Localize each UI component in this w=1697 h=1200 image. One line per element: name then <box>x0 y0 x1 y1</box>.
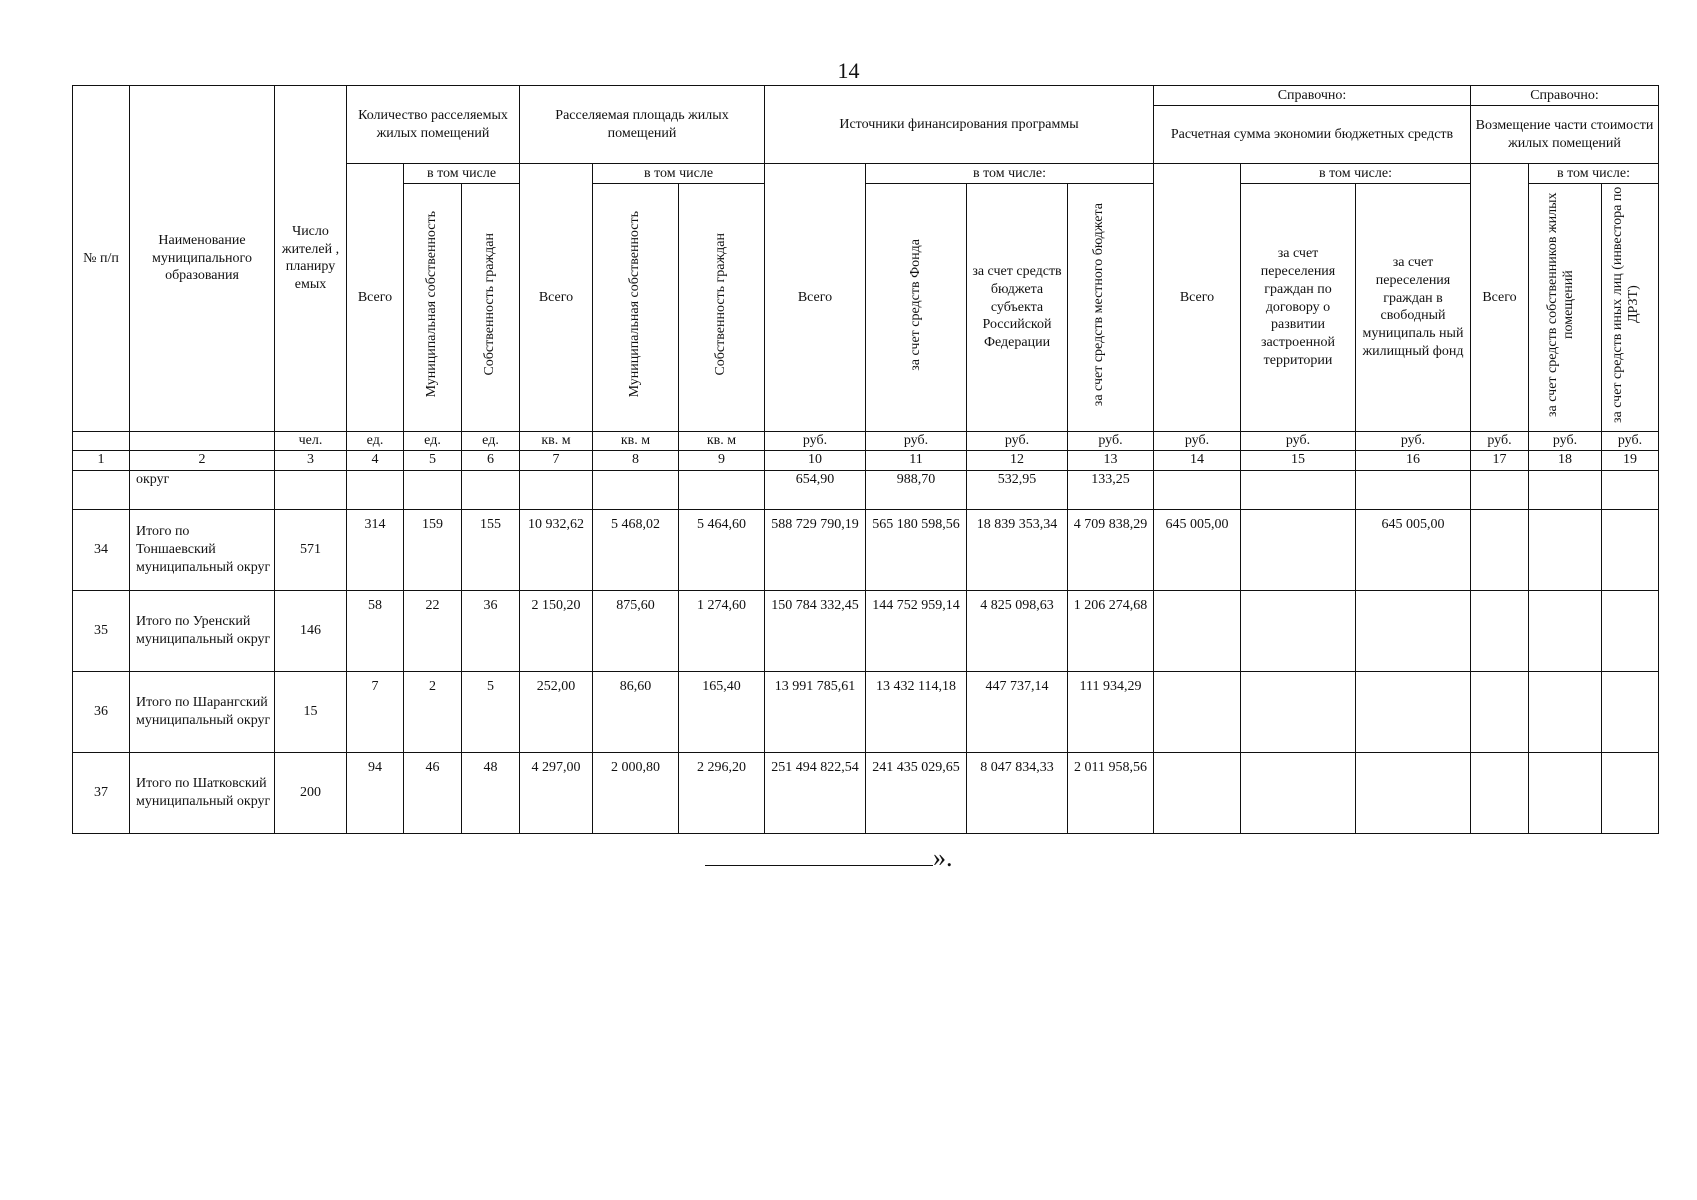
table-cell <box>1356 590 1471 671</box>
unit-cell: ед. <box>404 431 462 450</box>
column-number: 16 <box>1356 450 1471 470</box>
table-cell: 94 <box>347 752 404 833</box>
table-cell <box>1154 752 1241 833</box>
header-residents: Число жителей , планиру емых <box>275 86 347 432</box>
row-num: 36 <box>73 671 130 752</box>
header-resettle-free: за счет переселения граждан в свободный муниципаль ный жилищный фонд <box>1356 184 1471 432</box>
header-qty-incl: в том числе <box>404 164 520 184</box>
table-cell: 2 011 958,56 <box>1068 752 1154 833</box>
table-cell <box>1154 470 1241 509</box>
table-cell: 241 435 029,65 <box>866 752 967 833</box>
header-ref1-title: Справочно: <box>1154 86 1471 106</box>
units-row <box>73 431 1659 450</box>
table-cell: 1 274,60 <box>679 590 765 671</box>
table-cell <box>1471 470 1529 509</box>
column-number: 7 <box>520 450 593 470</box>
column-number: 1 <box>73 450 130 470</box>
unit-cell: руб. <box>1471 431 1529 450</box>
unit-cell: кв. м <box>679 431 765 450</box>
table-cell: 4 825 098,63 <box>967 590 1068 671</box>
table-cell: 111 934,29 <box>1068 671 1154 752</box>
table-cell <box>275 470 347 509</box>
table-cell: 133,25 <box>1068 470 1154 509</box>
table-cell: 46 <box>404 752 462 833</box>
column-number: 2 <box>130 450 275 470</box>
table-cell <box>1602 509 1659 590</box>
table-cell <box>1529 470 1602 509</box>
unit-cell: руб. <box>1356 431 1471 450</box>
table-cell <box>593 470 679 509</box>
table-cell: 2 000,80 <box>593 752 679 833</box>
table-cell: 2 150,20 <box>520 590 593 671</box>
table-cell: 8 047 834,33 <box>967 752 1068 833</box>
unit-cell: руб. <box>1154 431 1241 450</box>
column-number: 11 <box>866 450 967 470</box>
table-row <box>73 671 1659 752</box>
table-row <box>73 590 1659 671</box>
column-number: 9 <box>679 450 765 470</box>
table-cell <box>404 470 462 509</box>
table-cell: 5 <box>462 671 520 752</box>
column-number: 17 <box>1471 450 1529 470</box>
header-ref1-sub: Расчетная сумма экономии бюджетных средств <box>1154 106 1471 164</box>
table-cell: 165,40 <box>679 671 765 752</box>
column-number: 12 <box>967 450 1068 470</box>
column-number: 4 <box>347 450 404 470</box>
header-qty-total: Всего <box>347 164 404 432</box>
header-area-mun: Муниципальная собственность <box>627 211 643 398</box>
column-number: 18 <box>1529 450 1602 470</box>
closing-quote: ». <box>933 843 953 872</box>
table-cell: 654,90 <box>765 470 866 509</box>
table-cell <box>1602 752 1659 833</box>
table-cell <box>1241 752 1356 833</box>
header-fin-incl: в том числе: <box>866 164 1154 184</box>
header-qty-mun: Муниципальная собственность <box>424 211 440 398</box>
table-cell: 645 005,00 <box>1356 509 1471 590</box>
table-cell <box>1471 509 1529 590</box>
column-number: 13 <box>1068 450 1154 470</box>
header-fin-total: Всего <box>765 164 866 432</box>
header-ref2-incl: в том числе: <box>1529 164 1659 184</box>
table-cell: 155 <box>462 509 520 590</box>
header-other-funds: за счет средств иных лиц (инвестора по ДРЗТ) <box>1610 186 1642 423</box>
table-cell <box>1529 509 1602 590</box>
row-num: 34 <box>73 509 130 590</box>
table-cell: 36 <box>462 590 520 671</box>
table-cell <box>1602 590 1659 671</box>
column-numbers-row <box>73 450 1659 470</box>
row-name: Итого по Шатковский муниципальный округ <box>130 752 275 833</box>
header-area-incl: в том числе <box>593 164 765 184</box>
unit-cell: руб. <box>1068 431 1154 450</box>
header-area-cit: Собственность граждан <box>713 233 729 376</box>
unit-cell: кв. м <box>520 431 593 450</box>
closing-mark <box>705 843 953 873</box>
header-ref2-sub: Возмещение части стоимости жилых помещений <box>1471 106 1659 164</box>
table-cell: 150 784 332,45 <box>765 590 866 671</box>
table-cell <box>1471 671 1529 752</box>
header-ref1-total: Всего <box>1154 164 1241 432</box>
row-num: 37 <box>73 752 130 833</box>
table-cell <box>1356 752 1471 833</box>
header-fund-source: за счет средств Фонда <box>907 238 923 371</box>
column-number: 15 <box>1241 450 1356 470</box>
resettlement-table <box>72 85 1659 834</box>
table-cell: 2 <box>404 671 462 752</box>
header-area-total: Всего <box>520 164 593 432</box>
table-cell <box>1602 470 1659 509</box>
table-cell <box>1356 671 1471 752</box>
column-number: 3 <box>275 450 347 470</box>
unit-cell: руб. <box>967 431 1068 450</box>
column-number: 8 <box>593 450 679 470</box>
table-cell <box>679 470 765 509</box>
header-region-source: за счет средств бюджета субъекта Российской Федерации <box>967 184 1068 432</box>
table-cell: 200 <box>275 752 347 833</box>
table-cell: 4 297,00 <box>520 752 593 833</box>
table-cell <box>1241 470 1356 509</box>
header-ref2-total: Всего <box>1471 164 1529 432</box>
table-cell: 988,70 <box>866 470 967 509</box>
table-cell: 252,00 <box>520 671 593 752</box>
table-cell: 144 752 959,14 <box>866 590 967 671</box>
table-cell <box>1471 590 1529 671</box>
column-number: 5 <box>404 450 462 470</box>
table-cell: 4 709 838,29 <box>1068 509 1154 590</box>
table-row <box>73 752 1659 833</box>
row-name: округ <box>130 470 275 509</box>
header-fin-group: Источники финансирования программы <box>765 86 1154 164</box>
table-cell: 10 932,62 <box>520 509 593 590</box>
table-cell <box>462 470 520 509</box>
header-ref1-incl: в том числе: <box>1241 164 1471 184</box>
table-cell <box>1529 671 1602 752</box>
header-qty-cit: Собственность граждан <box>482 233 498 376</box>
table-cell: 15 <box>275 671 347 752</box>
table-cell: 58 <box>347 590 404 671</box>
row-name: Итого по Шарангский муниципальный округ <box>130 671 275 752</box>
column-number: 6 <box>462 450 520 470</box>
unit-cell: руб. <box>866 431 967 450</box>
table-cell <box>1241 590 1356 671</box>
row-name: Итого по Тоншаевский муниципальный округ <box>130 509 275 590</box>
column-number: 10 <box>765 450 866 470</box>
table-cell <box>1529 752 1602 833</box>
table-cell: 2 296,20 <box>679 752 765 833</box>
blank-line <box>705 843 933 866</box>
table-cell: 875,60 <box>593 590 679 671</box>
table-row <box>73 470 1659 509</box>
table-cell: 571 <box>275 509 347 590</box>
table-cell: 645 005,00 <box>1154 509 1241 590</box>
header-name: Наименование муниципального образования <box>130 86 275 432</box>
column-number: 14 <box>1154 450 1241 470</box>
table-cell: 532,95 <box>967 470 1068 509</box>
table-cell: 588 729 790,19 <box>765 509 866 590</box>
page-number: 14 <box>837 58 860 83</box>
column-number: 19 <box>1602 450 1659 470</box>
header-area-group: Расселяемая площадь жилых помещений <box>520 86 765 164</box>
header-num: № п/п <box>73 86 130 432</box>
header-ref2-title: Справочно: <box>1471 86 1659 106</box>
row-name: Итого по Уренский муниципальный округ <box>130 590 275 671</box>
table-cell: 1 206 274,68 <box>1068 590 1154 671</box>
table-cell: 159 <box>404 509 462 590</box>
table-cell <box>1154 671 1241 752</box>
table-cell: 13 432 114,18 <box>866 671 967 752</box>
unit-cell: руб. <box>765 431 866 450</box>
row-num: 35 <box>73 590 130 671</box>
table-cell <box>1602 671 1659 752</box>
table-cell: 251 494 822,54 <box>765 752 866 833</box>
table-cell <box>1241 671 1356 752</box>
table-cell <box>347 470 404 509</box>
table-cell <box>1529 590 1602 671</box>
unit-cell: чел. <box>275 431 347 450</box>
table-cell: 22 <box>404 590 462 671</box>
unit-cell: руб. <box>1602 431 1659 450</box>
table-cell <box>1241 509 1356 590</box>
table-cell: 7 <box>347 671 404 752</box>
table-cell <box>1154 590 1241 671</box>
unit-cell: ед. <box>347 431 404 450</box>
unit-cell: руб. <box>1241 431 1356 450</box>
header-owners-funds: за счет средств собственников жилых помещений <box>1545 192 1577 417</box>
table-cell: 86,60 <box>593 671 679 752</box>
table-cell: 447 737,14 <box>967 671 1068 752</box>
unit-cell: ед. <box>462 431 520 450</box>
header-resettle-contract: за счет переселения граждан по договору о развитии застроенной территории <box>1241 184 1356 432</box>
table-row <box>73 509 1659 590</box>
table-cell <box>1471 752 1529 833</box>
table-cell: 48 <box>462 752 520 833</box>
table-cell: 5 464,60 <box>679 509 765 590</box>
table-cell: 565 180 598,56 <box>866 509 967 590</box>
table-cell <box>520 470 593 509</box>
table-cell: 146 <box>275 590 347 671</box>
table-cell: 5 468,02 <box>593 509 679 590</box>
unit-cell: кв. м <box>593 431 679 450</box>
row-num <box>73 470 130 509</box>
header-local-source: за счет средств местного бюджета <box>1090 202 1106 407</box>
table-cell: 13 991 785,61 <box>765 671 866 752</box>
table-cell <box>1356 470 1471 509</box>
header-qty-group: Количество расселяемых жилых помещений <box>347 86 520 164</box>
unit-cell: руб. <box>1529 431 1602 450</box>
table-cell: 314 <box>347 509 404 590</box>
table-cell: 18 839 353,34 <box>967 509 1068 590</box>
